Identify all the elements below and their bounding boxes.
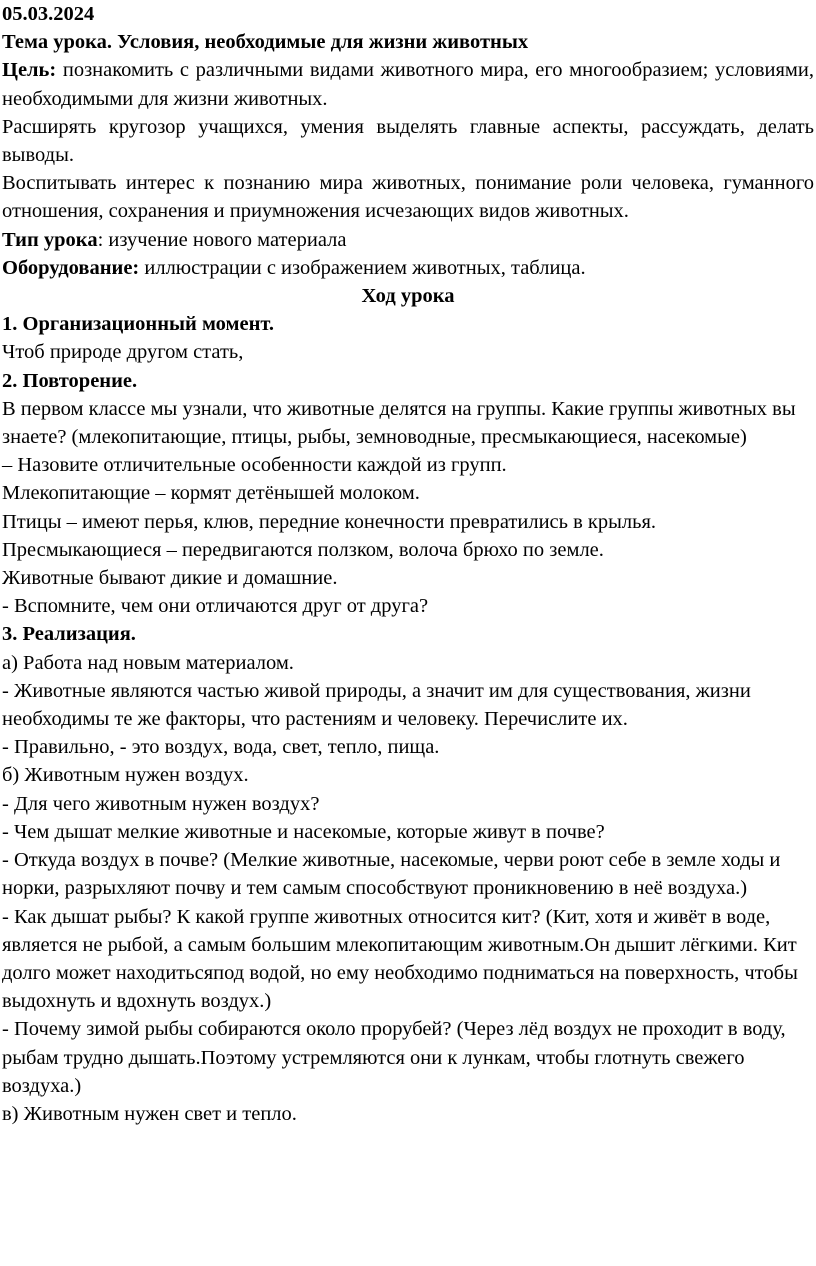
section-3-line: - Чем дышат мелкие животные и насекомые, которые живут в почве? xyxy=(2,820,605,843)
section-3-line: - Правильно, - это воздух, вода, свет, тепло, пища. xyxy=(2,736,440,759)
lesson-date: 05.03.2024 xyxy=(2,3,95,25)
type-text: : изучение нового материала xyxy=(97,228,347,251)
section-2-line: Млекопитающие – кормят детёнышей молоком. xyxy=(2,482,420,505)
section-3-line: - Откуда воздух в почве? (Мелкие животные, насекомые, черви роют себе в земле ходы и норки, разрыхляют почву и тем самым способствуют проникновению в неё воздуха.) xyxy=(2,849,781,900)
section-3-line: - Для чего животным нужен воздух? xyxy=(2,792,320,815)
section-1-title: 1. Организационный момент. xyxy=(2,313,275,336)
lesson-goal xyxy=(2,56,814,112)
section-2-title: 2. Повторение. xyxy=(2,369,138,392)
section-2-line: - Вспомните, чем они отличаются друг от друга? xyxy=(2,595,429,618)
section-3-line: - Животные являются частью живой природы, а значит им для существования, жизни необходимы те же факторы, что растениям и человеку. Перечислите их. xyxy=(2,679,751,731)
goal-paragraph-3: Воспитывать интерес к познанию мира животных, понимание роли человека, гуманного отношения, сохранения и приумножения исчезающих видов животных. xyxy=(2,172,814,223)
section-3-line: в) Животным нужен свет и тепло. xyxy=(2,1102,297,1125)
section-2-line: Птицы – имеют перья, клюв, передние конечности превратились в крылья. xyxy=(2,510,657,533)
lesson-topic: Тема урока. Условия, необходимые для жизни животных xyxy=(2,31,529,54)
section-1-line: Чтоб природе другом стать, xyxy=(2,341,244,364)
course-title: Ход урока xyxy=(361,285,455,308)
goal-label: Цель: xyxy=(2,59,57,82)
section-3-line: б) Животным нужен воздух. xyxy=(2,764,249,787)
section-2-line: – Назовите отличительные особенности каждой из групп. xyxy=(2,454,507,477)
section-2-line: Животные бывают дикие и домашние. xyxy=(2,567,338,590)
section-3-title: 3. Реализация. xyxy=(2,623,136,646)
section-2-line: В первом классе мы узнали, что животные делятся на группы. Какие группы животных вы знаете? (млекопитающие, птицы, рыбы, земноводные, пресмыкающиеся, насекомые) xyxy=(2,397,796,449)
goal-text: познакомить с различными видами животного мира, его многообразием; условиями, необходимыми для жизни животных. xyxy=(2,59,814,110)
lesson-type xyxy=(2,226,814,254)
section-2-line: Пресмыкающиеся – передвигаются ползком, волоча брюхо по земле. xyxy=(2,538,604,561)
type-label: Тип урока xyxy=(2,228,98,251)
goal-paragraph-2: Расширять кругозор учащихся, умения выделять главные аспекты, рассуждать, делать выводы. xyxy=(2,115,814,167)
lesson-equipment xyxy=(2,254,814,282)
equipment-label: Оборудование: xyxy=(2,256,140,279)
section-3-line: а) Работа над новым материалом. xyxy=(2,651,294,674)
section-3-line: - Почему зимой рыбы собираются около прорубей? (Через лёд воздух не проходит в воду, рыбам трудно дышать.Поэтому устремляются они к лункам, чтобы глотнуть свежего воздуха.) xyxy=(2,1018,786,1097)
equipment-text: иллюстрации с изображением животных, таблица. xyxy=(139,256,586,279)
section-3-line: - Как дышат рыбы? К какой группе животных относится кит? (Кит, хотя и живёт в воде, является не рыбой, а самым большим млекопитающим животным.Он дышит лёгкими. Кит долго может находитьсяпод водой, но ему необходимо подниматься на поверхность, чтобы выдохнуть и вдохнуть воздух.) xyxy=(2,905,798,1013)
